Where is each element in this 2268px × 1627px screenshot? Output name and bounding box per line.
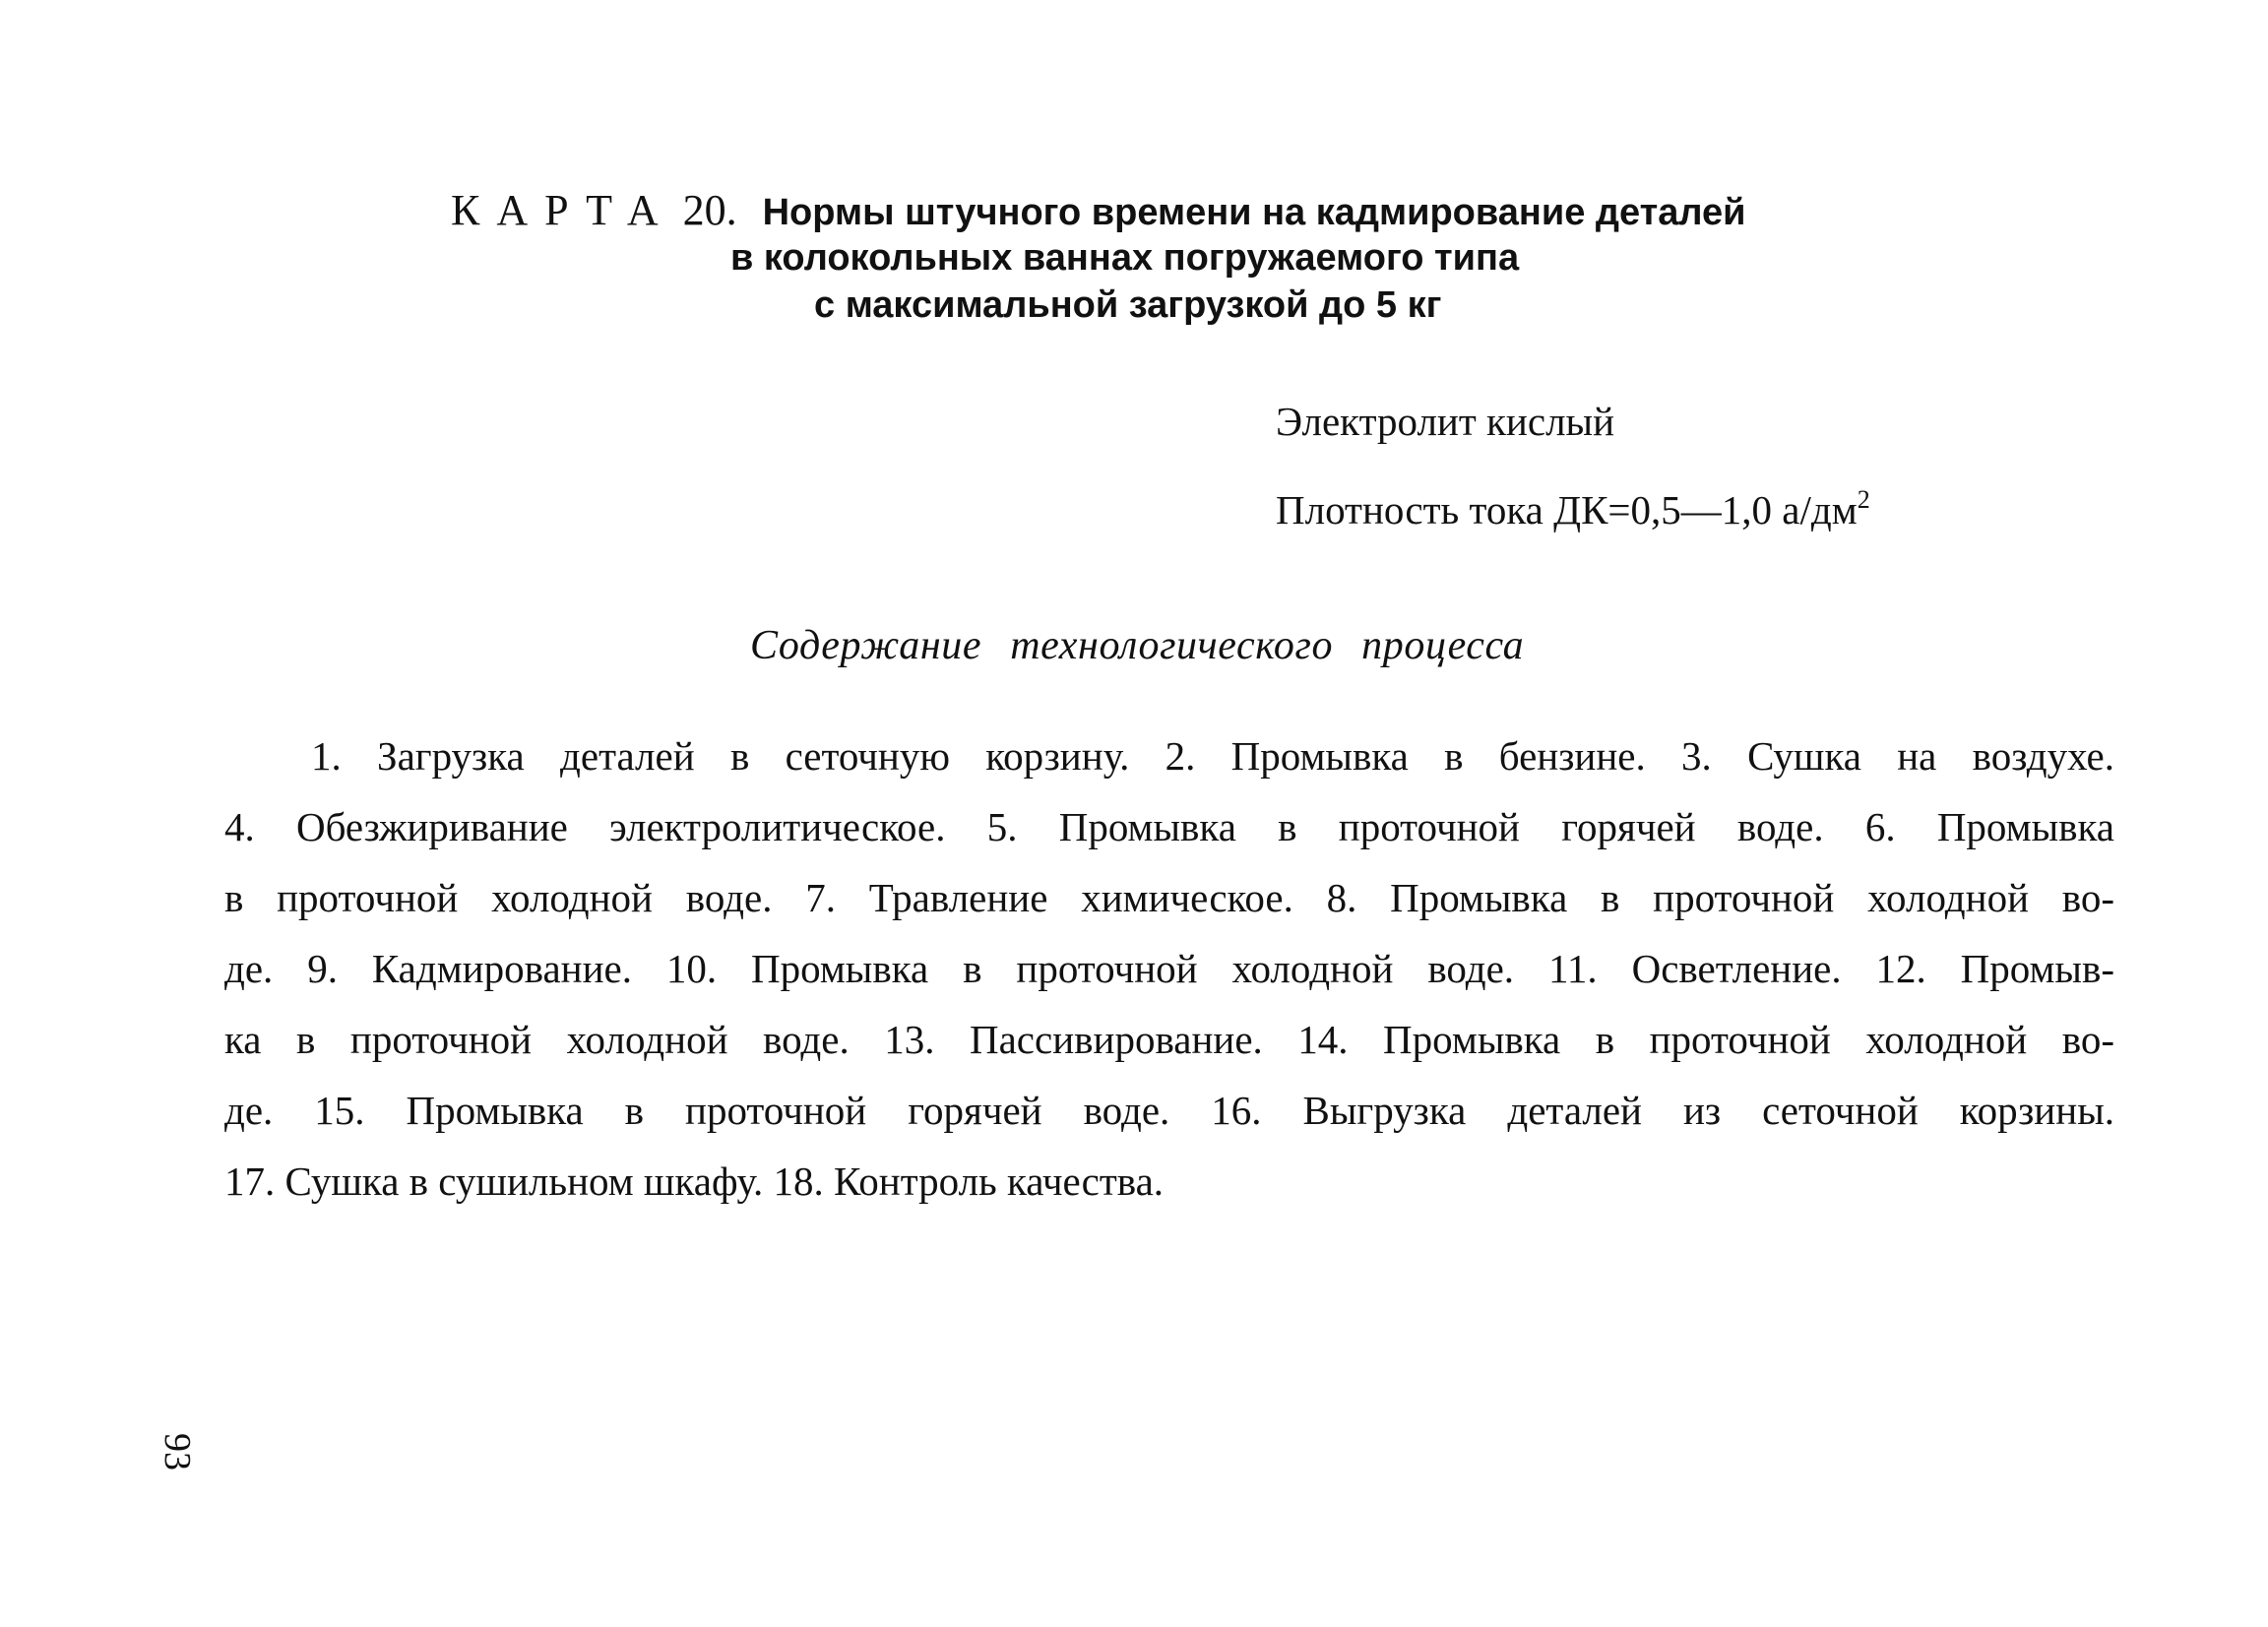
card-title-line-1 bbox=[451, 187, 1927, 234]
process-line: 17. Сушка в сушильном шкафу. 18. Контроль качества. bbox=[224, 1158, 1165, 1204]
current-density-exponent: 2 bbox=[1857, 485, 1870, 514]
process-line: ка в проточной холодной воде. 13. Пассивирование. 14. Промывка в проточной холодной во- bbox=[224, 1017, 2114, 1062]
card-title-line-3: с максимальной загрузкой до 5 кг bbox=[814, 284, 1442, 326]
process-line: в проточной холодной воде. 7. Травление химическое. 8. Промывка в проточной холодной во- bbox=[224, 875, 2114, 920]
current-density bbox=[1276, 472, 1870, 551]
card-number: 20. bbox=[682, 186, 737, 234]
current-density-text: Плотность тока ДК=0,5—1,0 а/дм bbox=[1276, 487, 1858, 532]
process-line: 4. Обезжиривание электролитическое. 5. Промывка в проточной горячей воде. 6. Промывка bbox=[224, 804, 2114, 849]
card-title-line-2: в колокольных ваннах погружаемого типа bbox=[730, 237, 1520, 279]
section-title: Содержание технологического процесса bbox=[750, 623, 1525, 668]
card-label: КАРТА bbox=[451, 186, 675, 234]
page-number: 93 bbox=[157, 1433, 198, 1471]
process-parameters bbox=[1276, 394, 1870, 551]
process-line: 1. Загрузка деталей в сеточную корзину. 2. Промывка в бензине. 3. Сушка на воздухе. bbox=[311, 733, 2114, 779]
card-title-text-1: Нормы штучного времени на кадмирование деталей bbox=[762, 192, 1746, 233]
electrolyte-type: Электролит кислый bbox=[1276, 399, 1615, 444]
process-line: де. 15. Промывка в проточной горячей воде. 16. Выгрузка деталей из сеточной корзины. bbox=[224, 1088, 2114, 1133]
process-steps-paragraph bbox=[224, 728, 2114, 1224]
card-header bbox=[451, 187, 1927, 329]
process-line: де. 9. Кадмирование. 10. Промывка в проточной холодной воде. 11. Осветление. 12. Промыв- bbox=[224, 946, 2114, 991]
